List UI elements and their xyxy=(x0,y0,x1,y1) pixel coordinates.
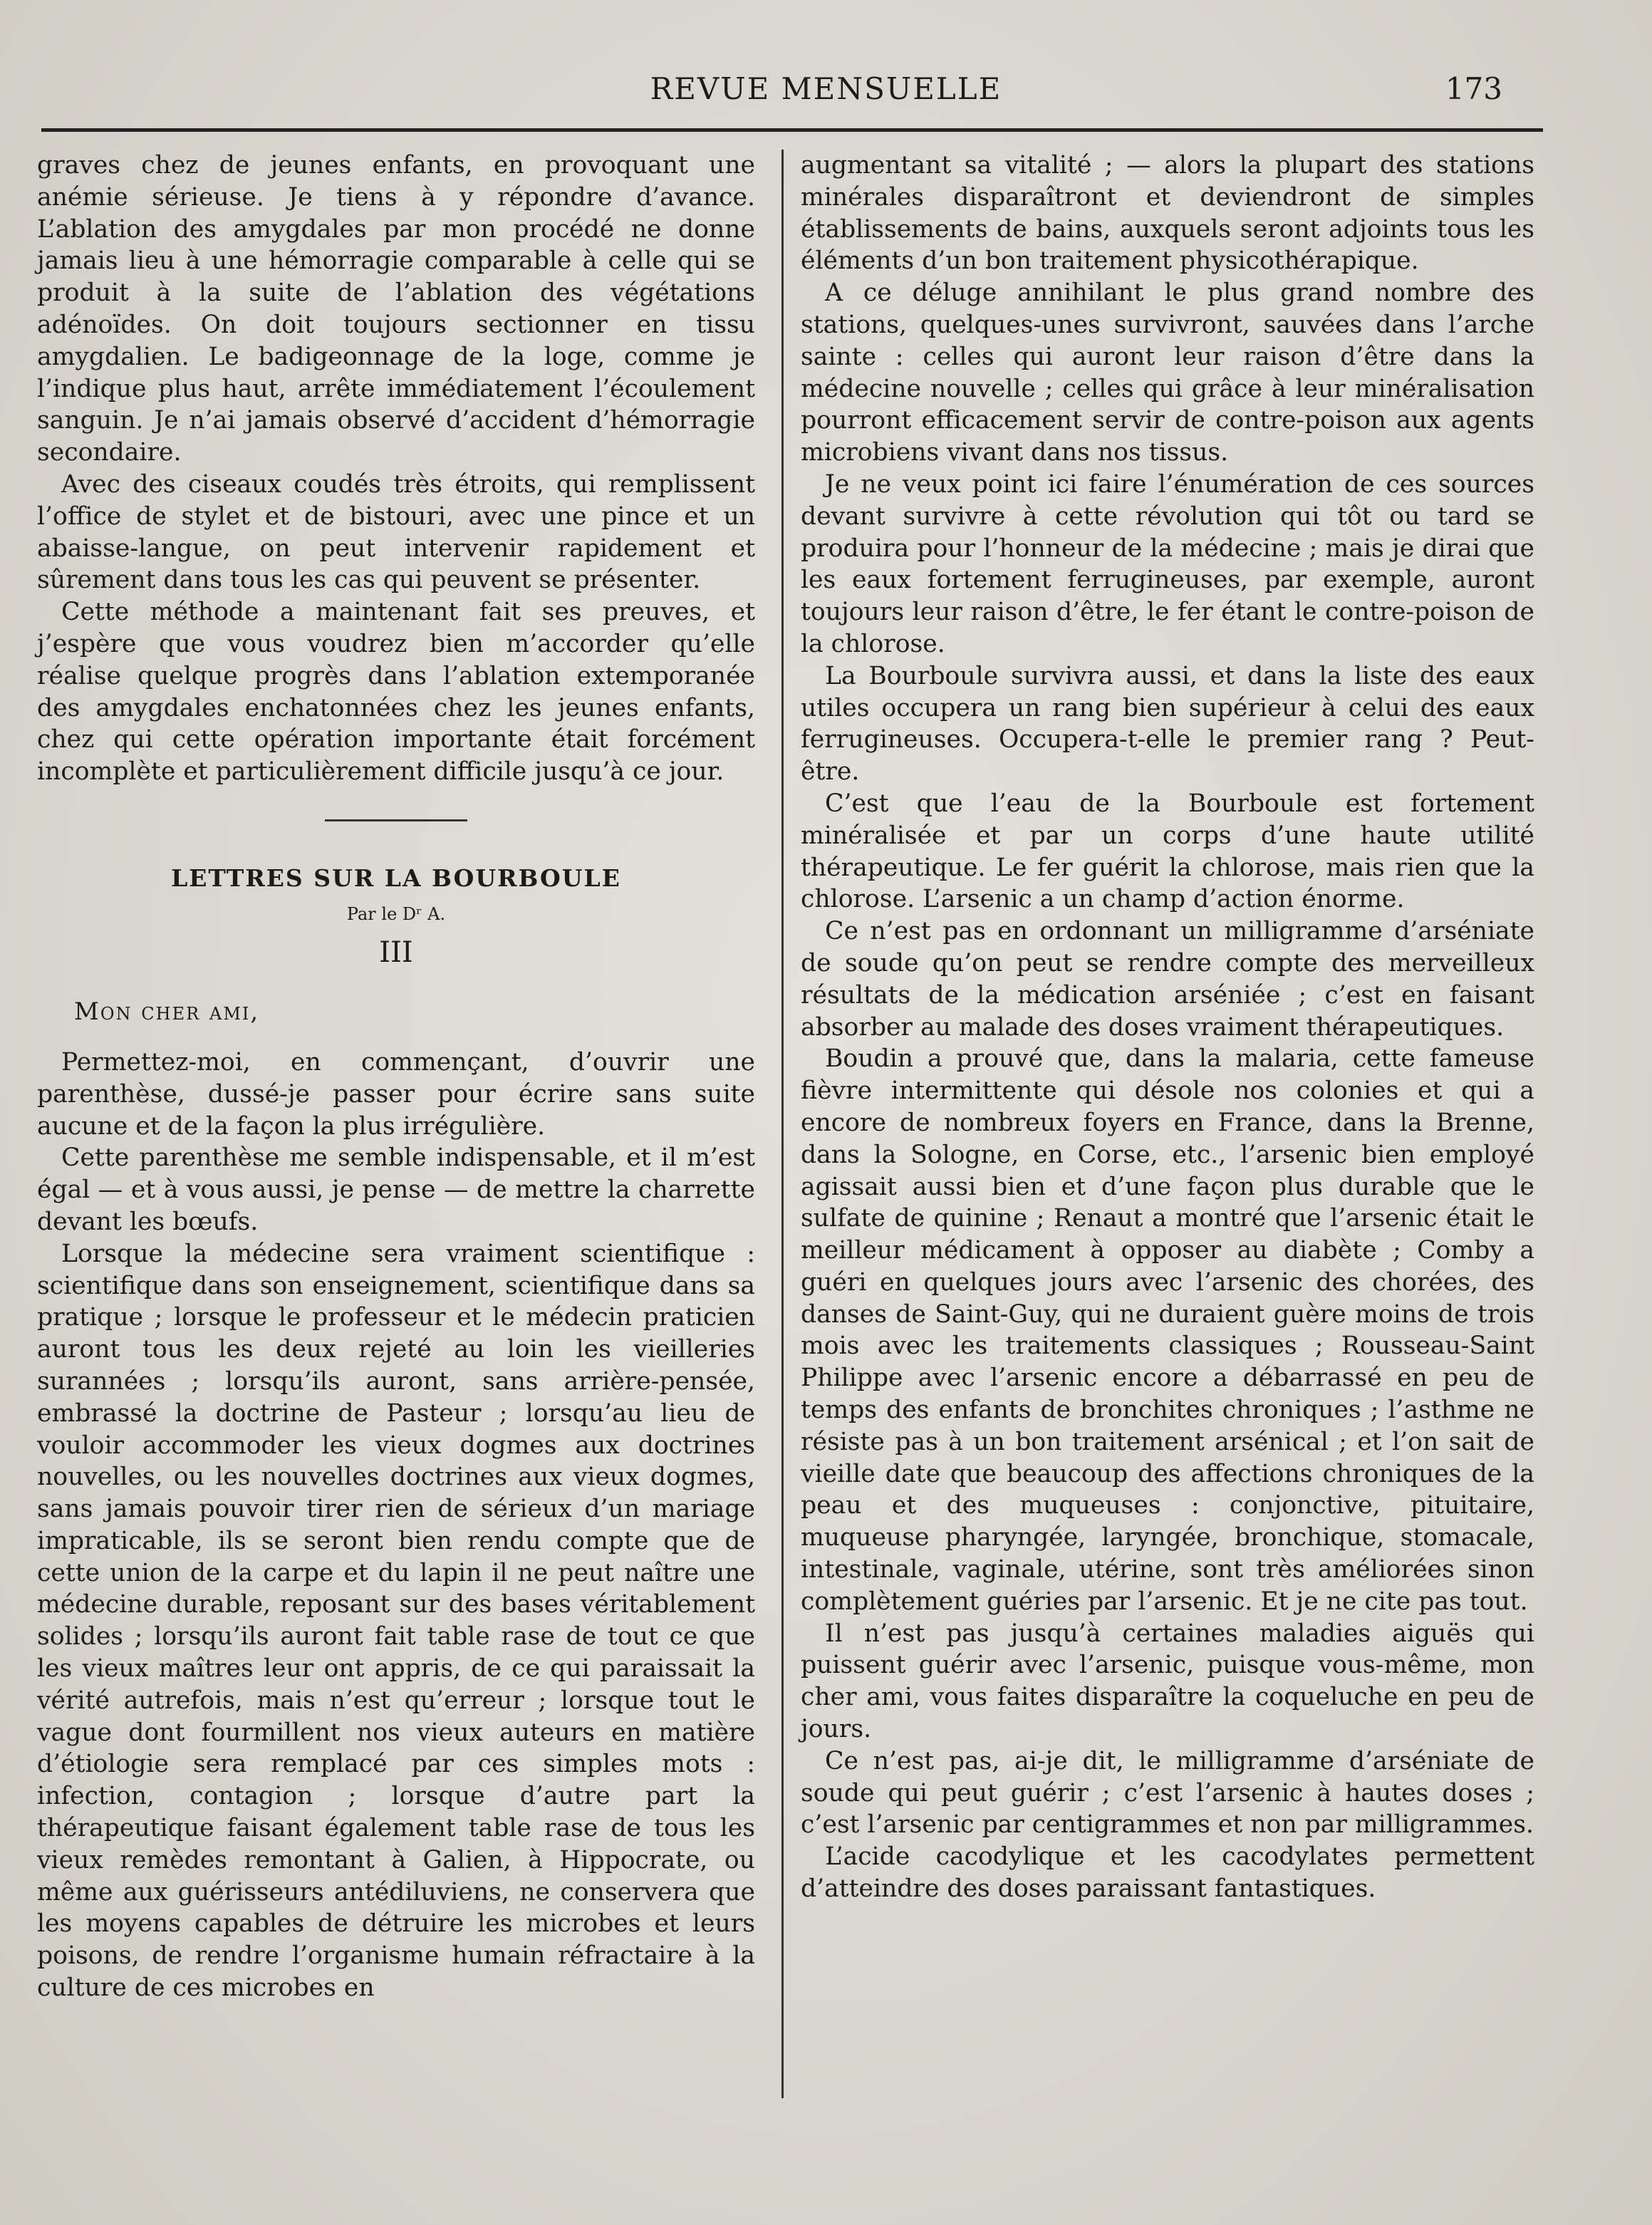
paragraph: L’acide cacodylique et les cacodylates permettent d’atteindre des doses paraissant fantastiques. xyxy=(801,1842,1534,1904)
paragraph: Cette parenthèse me semble indispensable, et il m’est égal — et à vous aussi, je pense — de mettre la charrette devant les bœufs. xyxy=(37,1143,755,1236)
paragraph: C’est que l’eau de la Bourboule est fortement minéralisée et par un corps d’une haute utilité thérapeutique. Le fer guérit la chlorose, mais rien que la chlorose. L’arsenic a un champ d’action énorme. xyxy=(801,789,1534,914)
running-head xyxy=(0,71,1652,114)
paragraph: Ce n’est pas en ordonnant un milligramme d’arséniate de soude qu’on peut se rendre compte des merveilleux résultats de la médication arséniée ; c’est en faisant absorber au malade des doses vraiment thérapeutiques. xyxy=(801,917,1534,1042)
header-rule xyxy=(41,128,1543,132)
paragraph: Avec des ciseaux coudés très étroits, qui remplissent l’office de stylet et de bistouri, avec une pince et un abaisse-langue, on peut intervenir rapidement et sûrement dans tous les cas qui peuvent se présenter. xyxy=(37,470,755,595)
paragraph: graves chez de jeunes enfants, en provoquant une anémie sérieuse. Je tiens à y répondre d’avance. L’ablation des amygdales par mon procédé ne donne jamais lieu à une hémorragie comparable à celle qui se produit à la suite de l’ablation des végétations adénoïdes. On doit toujours sectionner en tissu amygdalien. Le badigeonnage de la loge, comme je l’indique plus haut, arrête immédiatement l’écoulement sanguin. Je n’ai jamais observé d’accident d’hémorragie secondaire. xyxy=(37,151,755,467)
left-column xyxy=(37,150,755,2004)
section-title: LETTRES SUR LA BOURBOULE xyxy=(171,863,621,892)
paragraph: Cette méthode a maintenant fait ses preuves, et j’espère que vous voudrez bien m’accorder qu’elle réalise quelque progrès dans l’ablation extemporanée des amygdales enchatonnées chez les jeunes enfants, chez qui cette opération importante était forcément incomplète et particulièrement difficile jusqu’à ce jour. xyxy=(37,598,755,787)
salutation: Mon cher ami, xyxy=(74,997,260,1026)
letter-number: III xyxy=(379,935,413,969)
paragraph: Ce n’est pas, ai-je dit, le milligramme d’arséniate de soude qui peut guérir ; c’est l’arsenic à hautes doses ; c’est l’arsenic par centigrammes et non par milligrammes. xyxy=(801,1746,1534,1840)
section-rule xyxy=(325,819,467,821)
paragraph: La Bourboule survivra aussi, et dans la liste des eaux utiles occupera un rang bien supérieur à celui des eaux ferrugineuses. Occupera-t-elle le premier rang ? Peut-être. xyxy=(801,661,1534,787)
page-number: 173 xyxy=(1445,71,1502,106)
running-title: REVUE MENSUELLE xyxy=(650,71,1002,106)
paragraph: Il n’est pas jusqu’à certaines maladies aiguës qui puissent guérir avec l’arsenic, puisque vous-même, mon cher ami, vous faites disparaître la coqueluche en peu de jours. xyxy=(801,1619,1534,1744)
paragraph: A ce déluge annihilant le plus grand nombre des stations, quelques-unes survivront, sauvées dans l’arche sainte : celles qui auront leur raison d’être dans la médecine nouvelle ; celles qui grâce à leur minéralisation pourront efficacement servir de contre-poison aux agents microbiens vivant dans nos tissus. xyxy=(801,279,1534,467)
byline: Par le Dʳ A. xyxy=(346,903,446,924)
paragraph: Permettez-moi, en commençant, d’ouvrir une parenthèse, dussé-je passer pour écrire sans suite aucune et de la façon la plus irrégulière. xyxy=(37,1047,755,1141)
paragraph: Je ne veux point ici faire l’énumération de ces sources devant survivre à cette révolution qui tôt ou tard se produira pour l’honneur de la médecine ; mais je dirai que les eaux fortement ferrugineuses, par exemple, auront toujours leur raison d’être, le fer étant le contre-poison de la chlorose. xyxy=(801,470,1534,658)
column-divider xyxy=(781,150,784,2098)
paragraph: augmentant sa vitalité ; — alors la plupart des stations minérales disparaîtront et deviendront de simples établissements de bains, auxquels seront adjoints tous les éléments d’un bon traitement physicothérapique. xyxy=(801,151,1534,276)
right-column xyxy=(801,150,1534,1905)
paragraph: Boudin a prouvé que, dans la malaria, cette fameuse fièvre intermittente qui désole nos colonies et qui a encore de nombreux foyers en France, dans la Brenne, dans la Sologne, en Corse, etc., l’arsenic bien employé agissait aussi bien et d’une façon plus durable que le sulfate de quinine ; Renaut a montré que l’arsenic était le meilleur médicament à opposer au diabète ; Comby a guéri en quelques jours avec l’arsenic des chorées, des danses de Saint-Guy, qui ne duraient guère moins de trois mois avec les traitements classiques ; Rousseau-Saint Philippe avec l’arsenic encore a débarrassé en peu de temps des enfants de bronchites chroniques ; l’asthme ne résiste pas à un bon traitement arsénical ; et l’on sait de vieille date que beaucoup des affections chroniques de la peau et des muqueuses : conjonctive, pituitaire, muqueuse pharyngée, laryngée, bronchique, stomacale, intestinale, vaginale, utérine, sont très améliorées sinon complètement guéries par l’arsenic. Et je ne cite pas tout. xyxy=(801,1044,1534,1616)
paragraph: Lorsque la médecine sera vraiment scientifique : scientifique dans son enseignement, scientifique dans sa pratique ; lorsque le professeur et le médecin praticien auront tous les deux rejeté au loin les vieilleries surannées ; lorsqu’ils auront, sans arrière-pensée, embrassé la doctrine de Pasteur ; lorsqu’au lieu de vouloir accommoder les vieux dogmes aux doctrines nouvelles, ou les nouvelles doctrines aux vieux dogmes, sans jamais pouvoir tirer rien de sérieux d’un mariage impraticable, ils se seront bien rendu compte que de cette union de la carpe et du lapin il ne peut naître une médecine durable, reposant sur des bases véritablement solides ; lorsqu’ils auront fait table rase de tout ce que les vieux maîtres leur ont appris, de ce qui paraissait la vérité autrefois, mais n’est qu’erreur ; lorsque tout le vague dont fourmillent nos vieux auteurs en matière d’étiologie sera remplacé par ces simples mots : infection, contagion ; lorsque d’autre part la thérapeutique faisant également table rase de tous les vieux remèdes remontant à Galien, à Hippocrate, ou même aux guérisseurs antédiluviens, ne conservera que les moyens capables de détruire les microbes et leurs poisons, de rendre l’organisme humain réfractaire à la culture de ces microbes en xyxy=(37,1239,755,2003)
